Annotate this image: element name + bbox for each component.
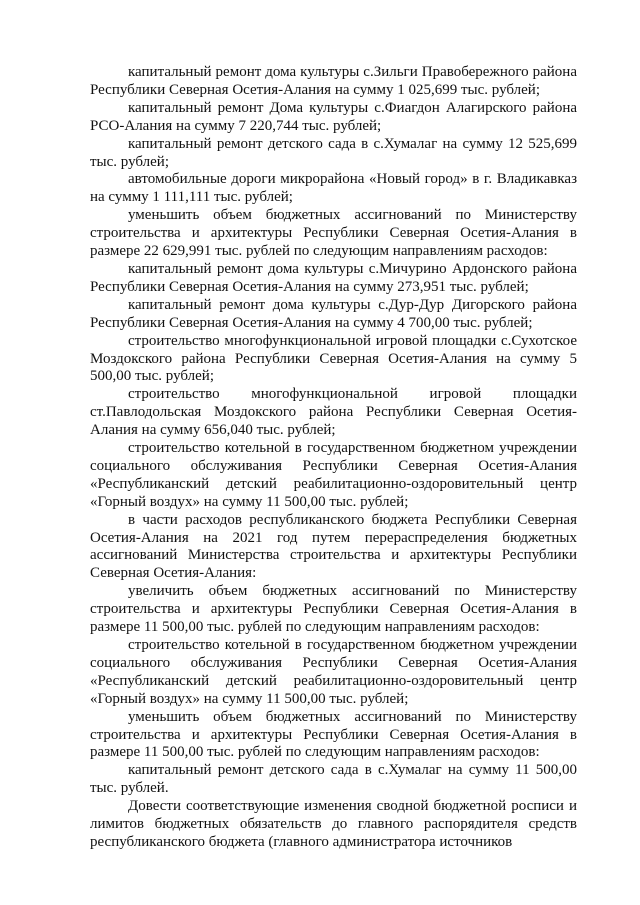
paragraph: строительство многофункциональной игровой площадки с.Сухотское Моздокского района Республики Северная Осетия-Алания на сумму 5 500,00 тыс. рублей; <box>90 332 577 385</box>
document-body <box>90 64 577 852</box>
paragraph: строительство многофункциональной игровой площадки ст.Павлодольская Моздокского района Республики Северная Осетия-Алания на сумму 656,040 тыс. рублей; <box>90 386 577 439</box>
paragraph: строительство котельной в государственном бюджетном учреждении социального обслуживания Республики Северная Осетия-Алания «Республиканский детский реабилитационно-оздоровительный центр «Горный воздух» на сумму 11 500,00 тыс. рублей; <box>90 637 577 707</box>
paragraph: капитальный ремонт детского сада в с.Хумалаг на сумму 12 525,699 тыс. рублей; <box>90 135 577 170</box>
paragraph: капитальный ремонт Дома культуры с.Фиагдон Алагирского района РСО-Алания на сумму 7 220,744 тыс. рублей; <box>90 99 577 134</box>
paragraph: капитальный ремонт дома культуры с.Дур-Дур Дигорского района Республики Северная Осетия-Алания на сумму 4 700,00 тыс. рублей; <box>90 296 577 331</box>
paragraph: Довести соответствующие изменения сводной бюджетной росписи и лимитов бюджетных обязательств до главного распорядителя средств республиканского бюджета (главного администратора источников <box>90 798 577 850</box>
paragraph: капитальный ремонт дома культуры с.Мичурино Ардонского района Республики Северная Осетия-Алания на сумму 273,951 тыс. рублей; <box>90 260 577 295</box>
paragraph: увеличить объем бюджетных ассигнований по Министерству строительства и архитектуры Республики Северная Осетия-Алания в размере 11 500,00 тыс. рублей по следующим направлениям расходов: <box>90 583 577 636</box>
paragraph: в части расходов республиканского бюджета Республики Северная Осетия-Алания на 2021 год путем перераспределения бюджетных ассигнований Министерства строительства и архитектуры Республики Северная Осетия-Алания: <box>90 511 577 582</box>
paragraph: капитальный ремонт дома культуры с.Зильги Правобережного района Республики Северная Осетия-Алания на сумму 1 025,699 тыс. рублей; <box>90 64 577 98</box>
paragraph: капитальный ремонт детского сада в с.Хумалаг на сумму 11 500,00 тыс. рублей. <box>90 762 577 797</box>
paragraph: уменьшить объем бюджетных ассигнований по Министерству строительства и архитектуры Республики Северная Осетия-Алания в размере 22 629,991 тыс. рублей по следующим направлениям расходов: <box>90 207 577 260</box>
paragraph: уменьшить объем бюджетных ассигнований по Министерству строительства и архитектуры Республики Северная Осетия-Алания в размере 11 500,00 тыс. рублей по следующим направлениям расходов: <box>90 708 577 761</box>
paragraph: автомобильные дороги микрорайона «Новый город» в г. Владикавказ на сумму 1 111,111 тыс. рублей; <box>90 171 577 206</box>
paragraph: строительство котельной в государственном бюджетном учреждении социального обслуживания Республики Северная Осетия-Алания «Республиканский детский реабилитационно-оздоровительный центр «Горный воздух» на сумму 11 500,00 тыс. рублей; <box>90 440 577 510</box>
